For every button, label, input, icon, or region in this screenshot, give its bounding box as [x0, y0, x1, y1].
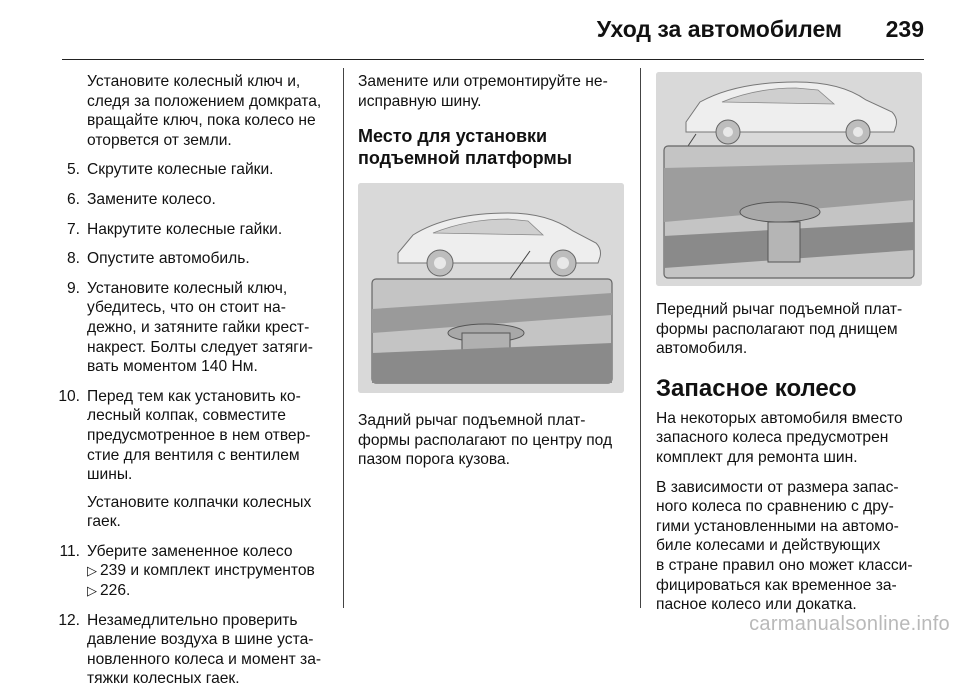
text-line: Перед тем как установить ко-	[87, 387, 301, 405]
step-text: Замените колесо.	[87, 190, 216, 208]
text-line: Уберите замененное колесо	[87, 542, 293, 560]
step-number: 12.	[58, 611, 80, 629]
text-line: Установите колесный ключ,	[87, 279, 288, 297]
text-line: дежно, и затяните гайки крест-	[87, 318, 310, 336]
column-divider-1	[343, 68, 344, 608]
text-line: В зависимости от размера запас-	[656, 478, 899, 496]
step-9	[44, 279, 328, 377]
text-line: формы располагают под днищем	[656, 320, 898, 338]
step-number: 9.	[66, 279, 80, 297]
text-line: Незамедлительно проверить	[87, 611, 298, 629]
step-6	[44, 190, 328, 210]
text-line: Передний рычаг подъемной плат-	[656, 301, 903, 318]
step-text: Опустите автомобиль.	[87, 250, 250, 268]
text-line: Замените или отремонтируйте не-	[358, 73, 608, 90]
text-line: биле колесами и действующих	[656, 537, 881, 555]
column-right	[656, 72, 924, 625]
page-title: Уход за автомобилем	[596, 16, 842, 42]
text-fragment: и комплект инструментов	[126, 562, 315, 580]
section-title-spare-wheel: Запасное колесо	[656, 374, 857, 402]
rear-lift-point-illustration	[358, 183, 624, 393]
text-line: лесный колпак, совместите	[87, 407, 286, 425]
section-title-lift-points	[358, 125, 624, 169]
text-line: шины.	[87, 466, 133, 484]
step-text: Скрутите колесные гайки.	[87, 161, 274, 179]
text-line: ного колеса по сравнению с дру-	[656, 498, 894, 516]
text-line: вать моментом 140 Нм.	[87, 358, 258, 376]
text-line: предусмотренное в нем отвер-	[87, 426, 311, 444]
text-line: давление воздуха в шине уста-	[87, 631, 314, 649]
step-7	[44, 220, 328, 240]
step4-continuation	[44, 72, 328, 150]
text-line: гаек.	[87, 513, 121, 531]
text-line: в стране правил оно может класси-	[656, 556, 913, 574]
text-line: На некоторых автомобиля вместо	[656, 409, 903, 427]
rear-lift-caption	[358, 411, 624, 470]
text-line: тяжки колесных гаек.	[87, 670, 240, 688]
step-number: 10.	[58, 387, 80, 405]
text-line: запасного колеса предусмотрен	[656, 429, 889, 447]
watermark: carmanualsonline.info	[749, 613, 950, 635]
text-line: исправную шину.	[358, 92, 482, 110]
step-number: 5.	[66, 161, 80, 179]
text-line: Установите колесный ключ и,	[87, 73, 301, 90]
text-line	[87, 581, 328, 601]
front-lift-point-illustration	[656, 72, 922, 286]
page-ref-link[interactable]: 239	[100, 562, 127, 580]
step-text: Накрутите колесные гайки.	[87, 220, 283, 238]
ref-arrow-icon: ▷	[87, 583, 97, 599]
text-line: новленного колеса и момент за-	[87, 650, 322, 668]
step-5	[44, 160, 328, 180]
column-divider-2	[640, 68, 641, 608]
text-line: оторвется от земли.	[87, 131, 232, 149]
text-line: следя за положением домкрата,	[87, 92, 322, 110]
text-line: накрест. Болты следует затяги-	[87, 338, 313, 356]
text-line: Установите колпачки колесных	[87, 493, 312, 511]
front-lift-caption	[656, 300, 924, 359]
step-10	[44, 387, 328, 485]
spare-wheel-paragraph-2	[656, 478, 924, 615]
column-left	[44, 72, 328, 699]
text-line: стие для вентиля с вентилем	[87, 446, 300, 464]
step-number: 6.	[66, 190, 80, 208]
text-line	[87, 561, 328, 581]
text-line: пасное колесо или докатка.	[656, 596, 857, 614]
step-10-note	[44, 493, 328, 532]
spare-wheel-paragraph-1	[656, 409, 924, 468]
text-line: фицироваться как временное за-	[656, 576, 897, 594]
text-line: Задний рычаг подъемной плат-	[358, 412, 586, 430]
text-line: комплект для ремонта шин.	[656, 448, 858, 466]
step-number: 11.	[59, 542, 80, 560]
step-12	[44, 611, 328, 689]
step-11	[44, 542, 328, 601]
text-line: формы располагают по центру под	[358, 431, 613, 449]
text-line: Место для установки	[358, 126, 548, 147]
header-divider	[62, 59, 924, 60]
step-8	[44, 249, 328, 269]
page-number: 239	[885, 16, 924, 42]
text-line: гими установленными на автомо-	[656, 517, 899, 535]
page-ref-link[interactable]: 226.	[100, 582, 131, 600]
text-line: вращайте ключ, пока колесо не	[87, 112, 316, 130]
column-middle	[358, 72, 624, 480]
step-number: 8.	[66, 250, 80, 268]
text-line: подъемной платформы	[358, 148, 573, 169]
ref-arrow-icon: ▷	[87, 563, 97, 579]
text-line: автомобиля.	[656, 340, 748, 358]
step-number: 7.	[66, 220, 80, 238]
text-line: пазом порога кузова.	[358, 451, 511, 469]
intro-paragraph	[358, 72, 624, 111]
text-line: убедитесь, что он стоит на-	[87, 299, 286, 317]
